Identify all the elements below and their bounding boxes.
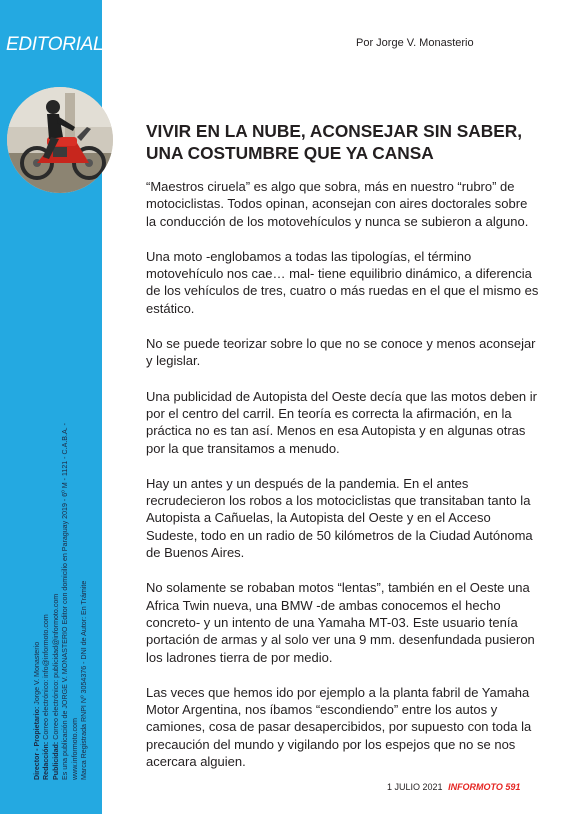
website-line: www.informoto.com (70, 718, 79, 780)
paragraph: No solamente se robaban motos “lentas”, también en el Oeste una Africa Twin nueva, una BMW -de ambas conocemos el hecho concreto- y un intento de una Yamaha MT-03. Este usuario tenía portación de armas y al solo ver una 9 mm. desenfundada pusieron los ladrones tierra de por medio. (146, 580, 535, 665)
paragraph: No se puede teorizar sobre lo que no se conoce y menos aconsejar y legislar. (146, 336, 536, 369)
magazine-brand: INFORMOTO 591 (448, 782, 521, 792)
motorcycle-rider-icon (7, 87, 113, 193)
portrait-photo (7, 87, 113, 193)
redaccion-label: Redacción: (42, 741, 51, 780)
publicidad-value: Correo electrónico: publicidad@informoto.com (51, 593, 60, 740)
page-footer (387, 782, 520, 792)
paragraph: Hay un antes y un después de la pandemia. En el antes recrudecieron los robos a los motociclistas que transitaban tanto la Autopista a Cañuelas, la Autopista del Oeste y en el Acceso Sudeste, todo en un radio de 50 kilómetros de la Ciudad Autónoma de Buenos Aires. (146, 475, 533, 561)
director-label: Director - Propietario: (33, 706, 41, 780)
headline-line-2: UNA COSTUMBRE QUE YA CANSA (146, 143, 434, 163)
issue-date: 1 JULIO 2021 (387, 782, 443, 792)
redaccion-value: Correo electrónico: info@informoto.com (42, 614, 51, 740)
article-body (146, 178, 541, 788)
section-label: EDITORIAL (6, 34, 104, 55)
publicidad-label: Publicidad: (51, 741, 60, 780)
paragraph: Una publicidad de Autopista del Oeste decía que las motos deben ir por el centro del carril. En teoría es correcta la afirmación, en la práctica no es tan así. Menos en esa Autopista y en algunas otras por la que transitamos a menudo. (146, 388, 537, 456)
paragraph: “Maestros ciruela” es algo que sobra, más en nuestro “rubro” de motociclistas. Todos opinan, aconsejan con aires doctorales sobre la conducción de los motovehículos y nunca se subieron a alguno. (146, 179, 529, 229)
headline (146, 120, 546, 164)
paragraph: Las veces que hemos ido por ejemplo a la planta fabril de Yamaha Motor Argentina, nos íbamos “escondiendo” entre los autos y camiones, cosa de pasar desapercibidos, por supuesto con toda la precaución del mundo y vigilando por los espejos que no se nos acercara alguien. (146, 684, 532, 770)
paragraph: Una moto -englobamos a todas las tipologías, el término motovehículo nos cae… mal- tiene equilibrio dinámico, a diferencia de los vehículos de tres, cuatro o más ruedas en el que el mismo es estático. (146, 248, 539, 316)
headline-line-1: VIVIR EN LA NUBE, ACONSEJAR SIN SABER, (146, 121, 523, 141)
trademark-line: Marca Registrada RNPI Nº 3054376 - DNI de Autor: En Trámite (80, 580, 89, 780)
credits-block (33, 340, 89, 780)
publisher-line: Es una publicación de JORGE V. MONASTERIO Editor con domicilio en Paraguay 2019 - 6º M - 1121 - C.A.B.A. - (61, 422, 70, 780)
author-byline: Por Jorge V. Monasterio (356, 37, 474, 49)
director-value: Jorge V. Monasterio (33, 641, 41, 705)
